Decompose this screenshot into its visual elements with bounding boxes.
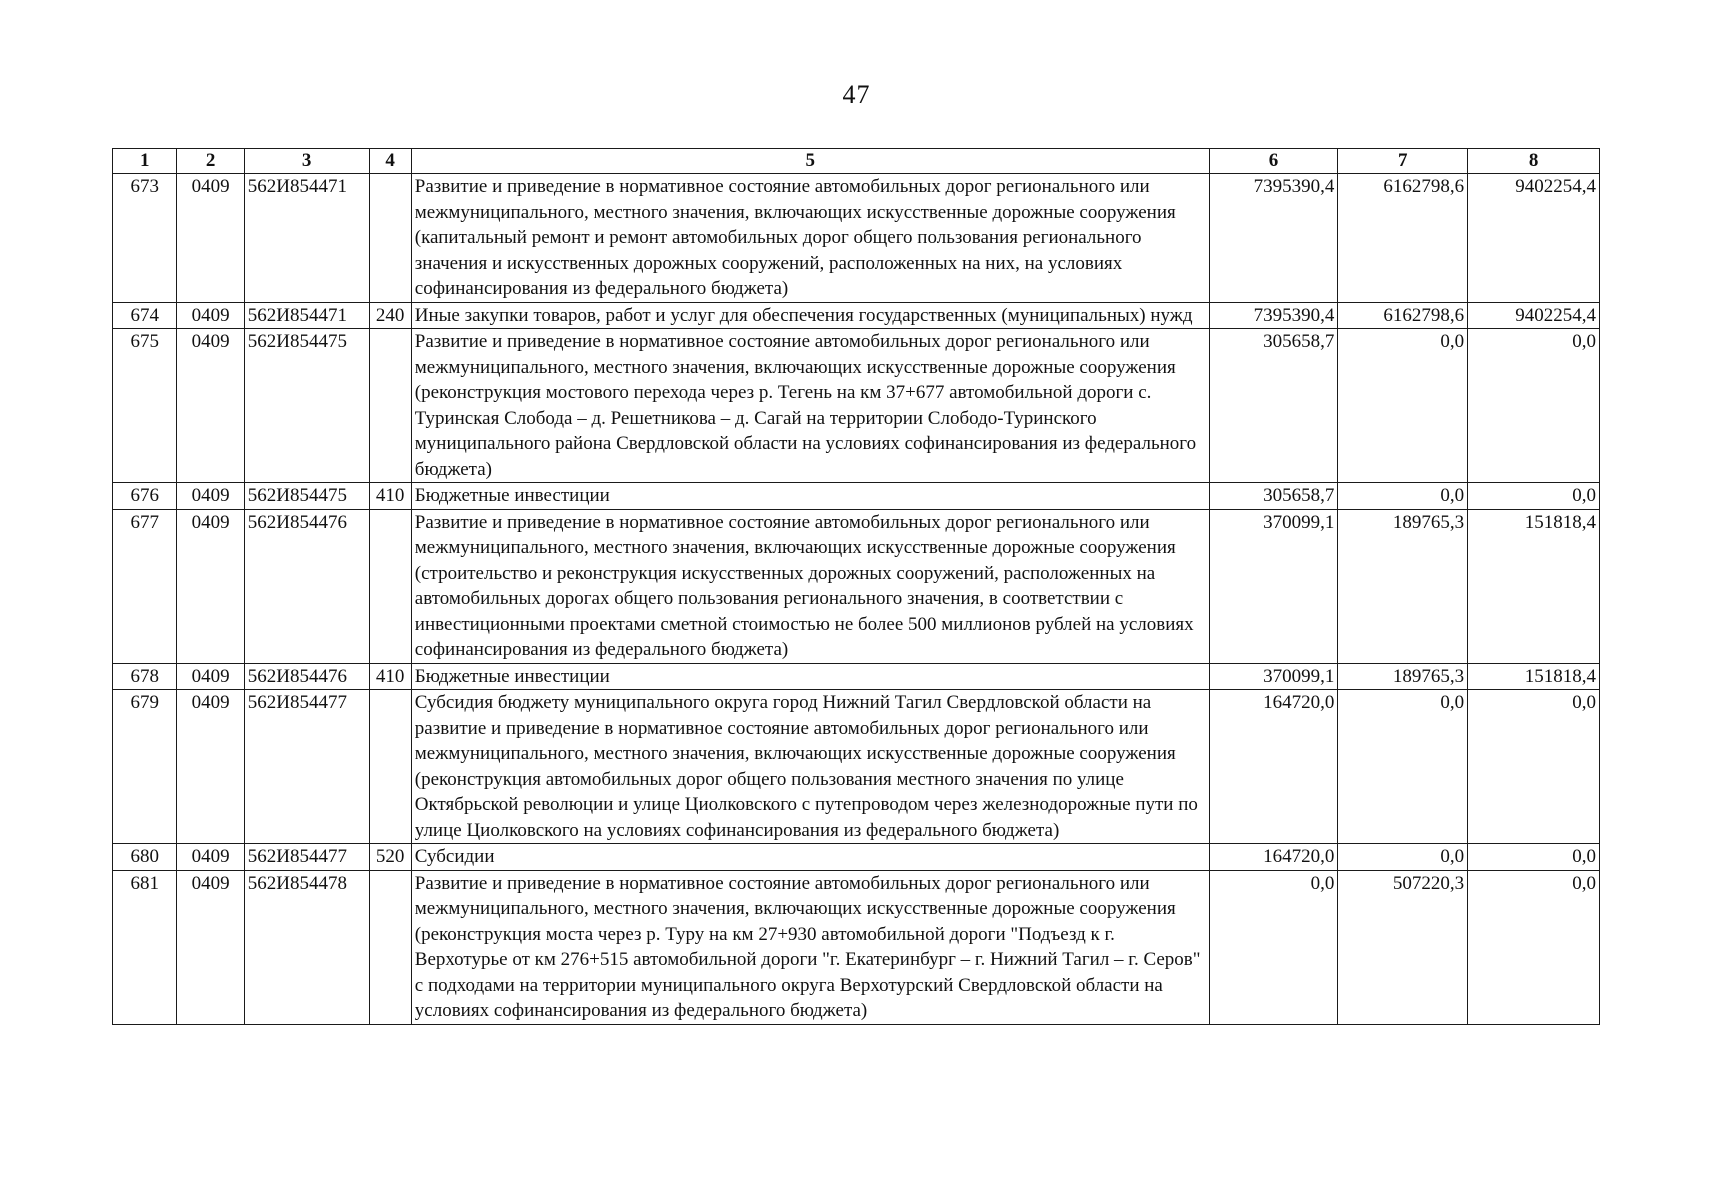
section-code-cell: 0409 bbox=[177, 329, 244, 483]
table-row bbox=[113, 483, 1600, 510]
target-code-cell: 562И854476 bbox=[244, 663, 369, 690]
amount-cell-col6: 164720,0 bbox=[1209, 844, 1338, 871]
page-number: 47 bbox=[842, 80, 871, 109]
expense-type-cell: 410 bbox=[369, 663, 411, 690]
expense-type-cell bbox=[369, 174, 411, 303]
amount-cell-col8: 151818,4 bbox=[1468, 663, 1600, 690]
row-number-cell: 679 bbox=[113, 690, 177, 844]
target-code-cell: 562И854475 bbox=[244, 483, 369, 510]
amount-cell-col6: 305658,7 bbox=[1209, 329, 1338, 483]
description-cell: Развитие и приведение в нормативное состояние автомобильных дорог регионального или межмуниципального, местного значения, включающих искусственные дорожные сооружения (реконструкция мостового перехода через р. Тегень на км 37+677 автомобильной дороги с. Туринская Слобода – д. Решетникова – д. Сагай на территории Слободо-Туринского муниципального района Свердловской области на условиях софинансирования из федерального бюджета) bbox=[411, 329, 1209, 483]
row-number-cell: 678 bbox=[113, 663, 177, 690]
column-header: 3 bbox=[244, 149, 369, 174]
amount-cell-col7: 189765,3 bbox=[1338, 509, 1468, 663]
amount-cell-col7: 0,0 bbox=[1338, 483, 1468, 510]
table-row bbox=[113, 844, 1600, 871]
section-code-cell: 0409 bbox=[177, 844, 244, 871]
amount-cell-col6: 7395390,4 bbox=[1209, 174, 1338, 303]
target-code-cell: 562И854471 bbox=[244, 174, 369, 303]
column-header: 8 bbox=[1468, 149, 1600, 174]
target-code-cell: 562И854478 bbox=[244, 870, 369, 1024]
target-code-cell: 562И854476 bbox=[244, 509, 369, 663]
amount-cell-col8: 0,0 bbox=[1468, 690, 1600, 844]
column-header: 4 bbox=[369, 149, 411, 174]
expense-type-cell bbox=[369, 329, 411, 483]
table-row bbox=[113, 870, 1600, 1024]
amount-cell-col8: 9402254,4 bbox=[1468, 174, 1600, 303]
expense-type-cell bbox=[369, 690, 411, 844]
row-number-cell: 677 bbox=[113, 509, 177, 663]
amount-cell-col8: 0,0 bbox=[1468, 329, 1600, 483]
row-number-cell: 680 bbox=[113, 844, 177, 871]
amount-cell-col8: 0,0 bbox=[1468, 870, 1600, 1024]
amount-cell-col6: 0,0 bbox=[1209, 870, 1338, 1024]
amount-cell-col7: 0,0 bbox=[1338, 844, 1468, 871]
expense-type-cell: 240 bbox=[369, 302, 411, 329]
amount-cell-col7: 6162798,6 bbox=[1338, 174, 1468, 303]
table-row bbox=[113, 302, 1600, 329]
table-row bbox=[113, 329, 1600, 483]
row-number-cell: 675 bbox=[113, 329, 177, 483]
header-row bbox=[113, 149, 1600, 174]
row-number-cell: 676 bbox=[113, 483, 177, 510]
description-cell: Бюджетные инвестиции bbox=[411, 483, 1209, 510]
description-cell: Развитие и приведение в нормативное состояние автомобильных дорог регионального или межмуниципального, местного значения, включающих искусственные дорожные сооружения (реконструкция моста через р. Туру на км 27+930 автомобильной дороги "Подъезд к г. Верхотурье от км 276+515 автомобильной дороги "г. Екатеринбург – г. Нижний Тагил – г. Серов" с подходами на территории муниципального округа Верхотурский Свердловской области на условиях софинансирования из федерального бюджета) bbox=[411, 870, 1209, 1024]
expense-type-cell bbox=[369, 870, 411, 1024]
amount-cell-col6: 370099,1 bbox=[1209, 663, 1338, 690]
column-header: 5 bbox=[411, 149, 1209, 174]
row-number-cell: 681 bbox=[113, 870, 177, 1024]
table-row bbox=[113, 690, 1600, 844]
amount-cell-col8: 0,0 bbox=[1468, 844, 1600, 871]
target-code-cell: 562И854477 bbox=[244, 690, 369, 844]
amount-cell-col6: 164720,0 bbox=[1209, 690, 1338, 844]
column-header: 7 bbox=[1338, 149, 1468, 174]
section-code-cell: 0409 bbox=[177, 174, 244, 303]
column-header: 2 bbox=[177, 149, 244, 174]
description-cell: Иные закупки товаров, работ и услуг для обеспечения государственных (муниципальных) нужд bbox=[411, 302, 1209, 329]
amount-cell-col7: 0,0 bbox=[1338, 329, 1468, 483]
section-code-cell: 0409 bbox=[177, 509, 244, 663]
amount-cell-col6: 305658,7 bbox=[1209, 483, 1338, 510]
section-code-cell: 0409 bbox=[177, 690, 244, 844]
amount-cell-col8: 9402254,4 bbox=[1468, 302, 1600, 329]
table-row bbox=[113, 174, 1600, 303]
expense-type-cell: 410 bbox=[369, 483, 411, 510]
amount-cell-col6: 7395390,4 bbox=[1209, 302, 1338, 329]
column-header: 1 bbox=[113, 149, 177, 174]
amount-cell-col6: 370099,1 bbox=[1209, 509, 1338, 663]
description-cell: Субсидия бюджету муниципального округа город Нижний Тагил Свердловской области на развитие и приведение в нормативное состояние автомобильных дорог регионального или межмуниципального, местного значения, включающих искусственные дорожные сооружения (реконструкция автомобильных дорог общего пользования местного значения по улице Октябрьской революции и улице Циолковского с путепроводом через железнодорожные пути по улице Циолковского на условиях софинансирования из федерального бюджета) bbox=[411, 690, 1209, 844]
expense-type-cell bbox=[369, 509, 411, 663]
target-code-cell: 562И854477 bbox=[244, 844, 369, 871]
row-number-cell: 673 bbox=[113, 174, 177, 303]
amount-cell-col7: 0,0 bbox=[1338, 690, 1468, 844]
section-code-cell: 0409 bbox=[177, 870, 244, 1024]
description-cell: Развитие и приведение в нормативное состояние автомобильных дорог регионального или межмуниципального, местного значения, включающих искусственные дорожные сооружения (капитальный ремонт и ремонт автомобильных дорог общего пользования регионального значения и искусственных дорожных сооружений, расположенных на них, на условиях софинансирования из федерального бюджета) bbox=[411, 174, 1209, 303]
table-row bbox=[113, 663, 1600, 690]
row-number-cell: 674 bbox=[113, 302, 177, 329]
column-header: 6 bbox=[1209, 149, 1338, 174]
amount-cell-col7: 6162798,6 bbox=[1338, 302, 1468, 329]
table-row bbox=[113, 509, 1600, 663]
target-code-cell: 562И854475 bbox=[244, 329, 369, 483]
budget-table bbox=[112, 148, 1600, 1025]
amount-cell-col7: 507220,3 bbox=[1338, 870, 1468, 1024]
amount-cell-col8: 0,0 bbox=[1468, 483, 1600, 510]
section-code-cell: 0409 bbox=[177, 663, 244, 690]
description-cell: Развитие и приведение в нормативное состояние автомобильных дорог регионального или межмуниципального, местного значения, включающих искусственные дорожные сооружения (строительство и реконструкция искусственных дорожных сооружений, расположенных на автомобильных дорогах общего пользования регионального значения, в соответствии с инвестиционными проектами сметной стоимостью не более 500 миллионов рублей на условиях софинансирования из федерального бюджета) bbox=[411, 509, 1209, 663]
section-code-cell: 0409 bbox=[177, 483, 244, 510]
section-code-cell: 0409 bbox=[177, 302, 244, 329]
description-cell: Бюджетные инвестиции bbox=[411, 663, 1209, 690]
expense-type-cell: 520 bbox=[369, 844, 411, 871]
description-cell: Субсидии bbox=[411, 844, 1209, 871]
amount-cell-col7: 189765,3 bbox=[1338, 663, 1468, 690]
amount-cell-col8: 151818,4 bbox=[1468, 509, 1600, 663]
target-code-cell: 562И854471 bbox=[244, 302, 369, 329]
